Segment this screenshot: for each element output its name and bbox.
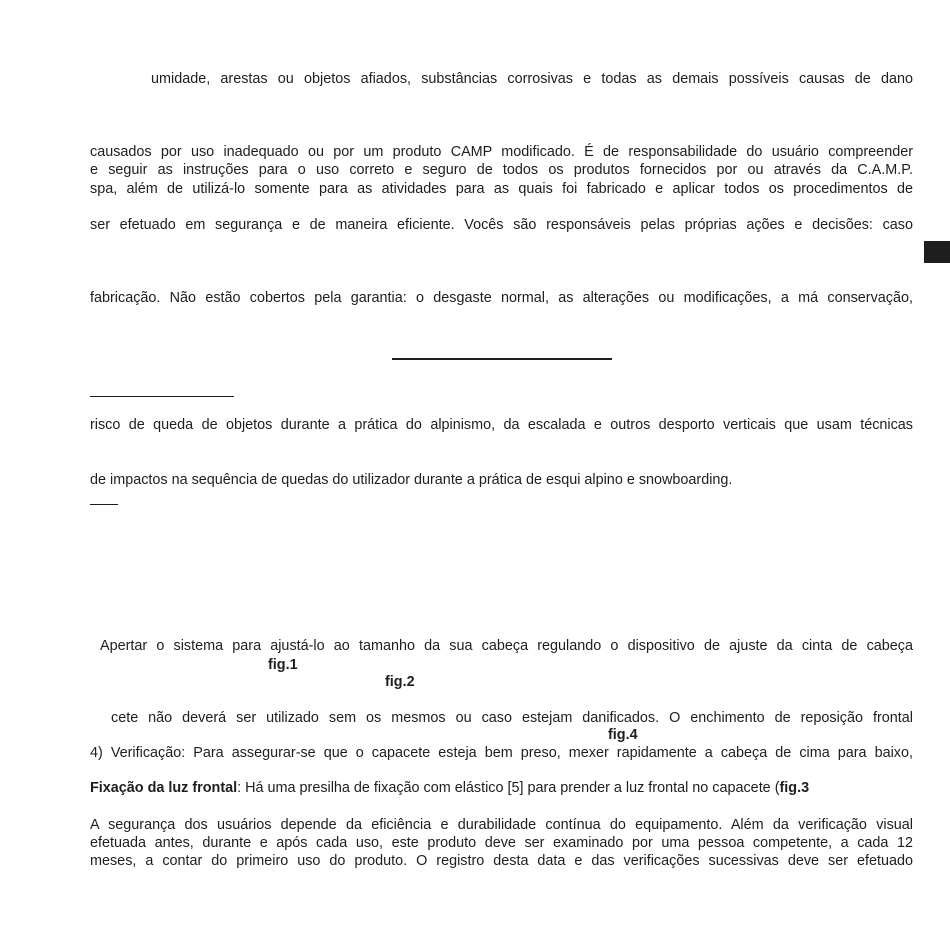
paragraph-line: e seguir as instruções para o uso correto e seguro de todos os produtos fornecidos por ou através da C.A.M.P. — [90, 162, 913, 178]
horizontal-rule — [392, 358, 612, 360]
paragraph-line: Apertar o sistema para ajustá-lo ao tamanho da sua cabeça regulando o dispositivo de ajuste da cinta de cabeça — [100, 638, 913, 654]
paragraph-line: cete não deverá ser utilizado sem os mesmos ou caso estejam danificados. O enchimento de reposição frontal — [111, 710, 913, 726]
paragraph-line: efetuada antes, durante e após cada uso, este produto deve ser examinado por uma pessoa competente, a cada 12 — [90, 835, 913, 851]
figure-reference: fig.3 — [779, 780, 810, 796]
page-side-tab — [924, 241, 950, 263]
paragraph-line: A segurança dos usuários depende da eficiência e durabilidade contínua do equipamento. Além da verificação visual — [90, 817, 913, 833]
figure-reference: fig.1 — [268, 657, 298, 673]
inline-text: : Há uma presilha de fixação com elástico [5] para prender a luz frontal no capacete ( — [237, 780, 780, 796]
paragraph-line: ser efetuado em segurança e de maneira eficiente. Vocês são responsáveis pelas próprias ações e decisões: caso — [90, 217, 913, 233]
paragraph-line: umidade, arestas ou objetos afiados, substâncias corrosivas e todas as demais possíveis causas de dano — [151, 71, 913, 87]
paragraph-line — [90, 779, 809, 797]
paragraph-line: fabricação. Não estão cobertos pela garantia: o desgaste normal, as alterações ou modificações, a má conservação, — [90, 290, 913, 306]
section-heading: Fixação da luz frontal — [90, 780, 238, 796]
paragraph-line: 4) Verificação: Para assegurar-se que o capacete esteja bem preso, mexer rapidamente a cabeça de cima para baixo, — [90, 745, 913, 761]
paragraph-line: spa, além de utilizá-lo somente para as atividades para as quais foi fabricado e aplicar todos os procedimentos de — [90, 181, 913, 197]
paragraph-line: causados por uso inadequado ou por um produto CAMP modificado. É de responsabilidade do usuário compreender — [90, 144, 913, 160]
figure-reference: fig.4 — [608, 727, 638, 743]
horizontal-rule — [90, 396, 234, 397]
paragraph-line: meses, a contar do primeiro uso do produto. O registro desta data e das verificações sucessivas deve ser efetuado — [90, 853, 913, 869]
horizontal-rule — [90, 504, 118, 505]
paragraph-line: risco de queda de objetos durante a prática do alpinismo, da escalada e outros desporto verticais que usam técnicas — [90, 417, 913, 433]
paragraph-line: de impactos na sequência de quedas do utilizador durante a prática de esqui alpino e snowboarding. — [90, 472, 733, 488]
figure-reference: fig.2 — [385, 674, 415, 690]
